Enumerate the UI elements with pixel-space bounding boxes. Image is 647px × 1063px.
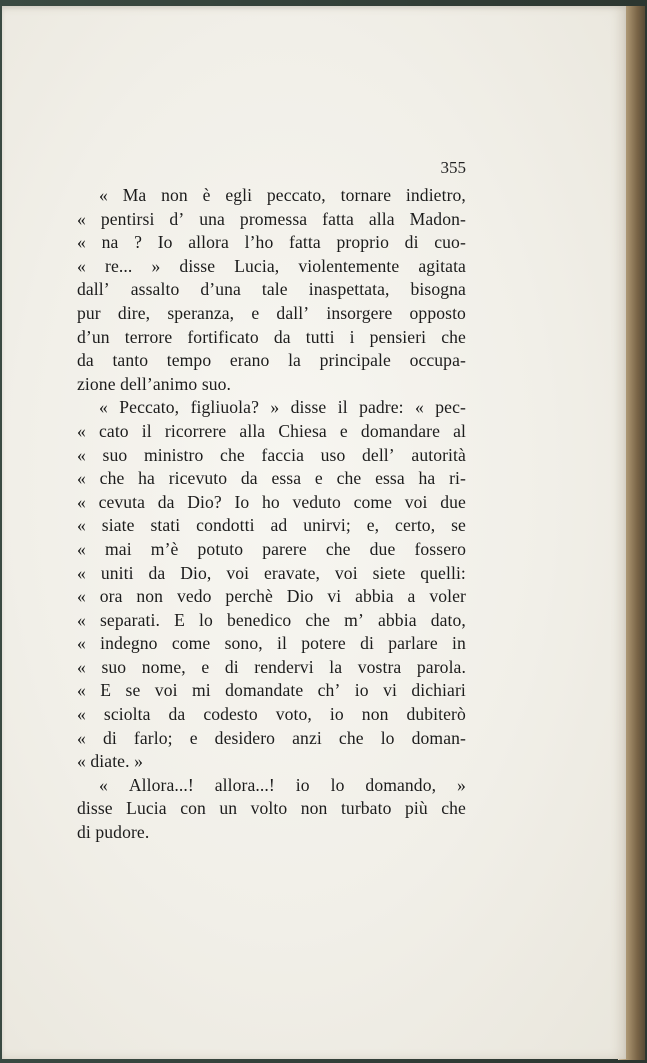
text-line: disse Lucia con un volto non turbato più che bbox=[77, 798, 466, 819]
text-line: « che ha ricevuto da essa e che essa ha ri- bbox=[77, 468, 466, 489]
text-line: « pentirsi d’ una promessa fatta alla Madon- bbox=[77, 208, 466, 229]
text-line: « re... » disse Lucia, violentemente agitata bbox=[77, 255, 466, 276]
text-line: « di farlo; e desidero anzi che lo doman- bbox=[77, 727, 466, 748]
text-line: « siate stati condotti ad unirvi; e, certo, se bbox=[77, 515, 466, 536]
text-line: « suo nome, e di rendervi la vostra parola. bbox=[77, 656, 466, 677]
text-line: « diate. » bbox=[77, 751, 143, 772]
body-text bbox=[77, 184, 466, 845]
text-line: « mai m’è potuto parere che due fossero bbox=[77, 538, 466, 559]
text-line: « E se voi mi domandate ch’ io vi dichiari bbox=[77, 680, 466, 701]
text-line: dall’ assalto d’una tale inaspettata, bisogna bbox=[77, 279, 466, 300]
text-line: « Allora...! allora...! io lo domando, » bbox=[99, 774, 466, 795]
text-line: « sciolta da codesto voto, io non dubiterò bbox=[77, 704, 466, 725]
text-line: d’un terrore fortificato da tutti i pensieri che bbox=[77, 326, 466, 347]
text-line: « Peccato, figliuola? » disse il padre: « pec- bbox=[99, 397, 466, 418]
text-line: « separati. E lo benedico che m’ abbia dato, bbox=[77, 609, 466, 630]
text-line: « cato il ricorrere alla Chiesa e domandare al bbox=[77, 420, 466, 441]
text-line: « indegno come sono, il potere di parlare in bbox=[77, 633, 466, 654]
book-page bbox=[2, 6, 626, 1059]
text-line: pur dire, speranza, e dall’ insorgere opposto bbox=[77, 302, 466, 323]
text-line: « Ma non è egli peccato, tornare indietro, bbox=[99, 185, 466, 205]
text-line: di pudore. bbox=[77, 822, 150, 843]
text-line: « cevuta da Dio? Io ho veduto come voi due bbox=[77, 491, 466, 512]
text-line: da tanto tempo erano la principale occupa- bbox=[77, 350, 466, 371]
text-line: « na ? Io allora l’ho fatta proprio di cuo- bbox=[77, 232, 466, 253]
text-line: « suo ministro che faccia uso dell’ autorità bbox=[77, 444, 466, 465]
page-number: 355 bbox=[440, 158, 466, 177]
text-line: zione dell’animo suo. bbox=[77, 373, 232, 394]
text-line: « uniti da Dio, voi eravate, voi siete quelli: bbox=[77, 562, 466, 583]
text-line: « ora non vedo perchè Dio vi abbia a voler bbox=[77, 586, 466, 607]
